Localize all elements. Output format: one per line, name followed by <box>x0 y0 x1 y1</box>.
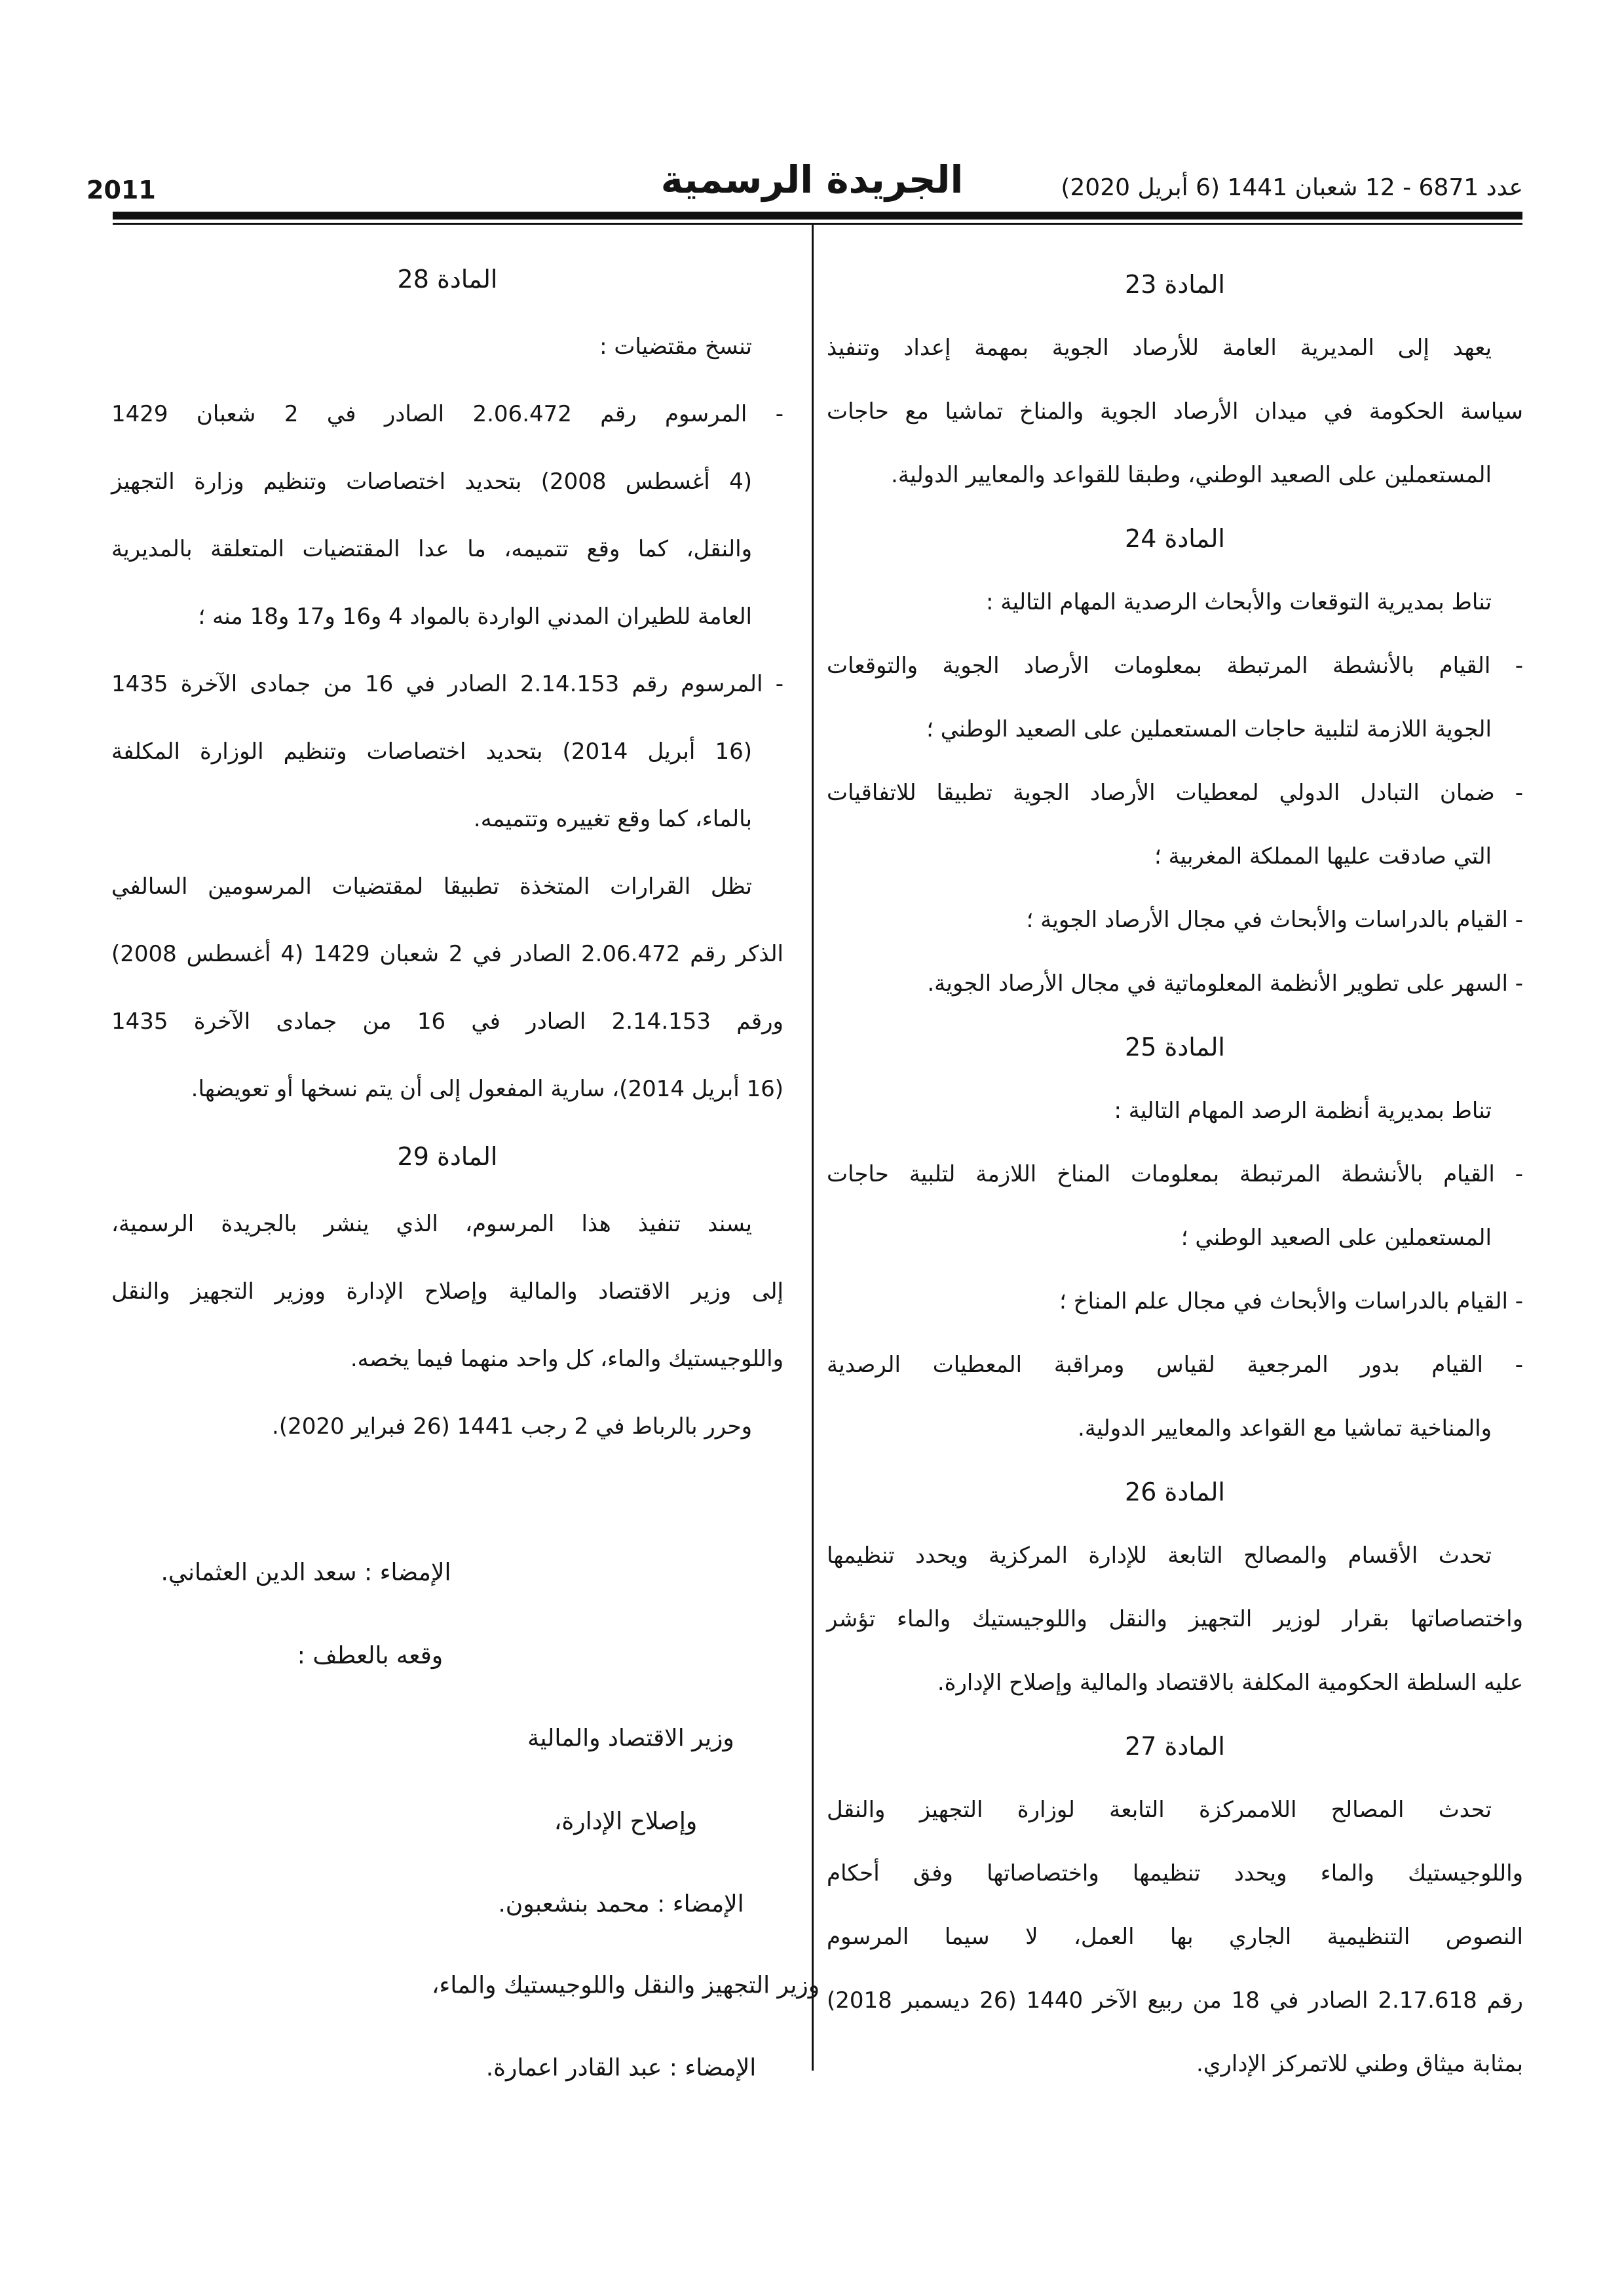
article-text-line: بمثابة ميثاق وطني للاتمركز الإداري. <box>1196 2051 1523 2077</box>
article-text-line: المادة 23 <box>1125 270 1225 299</box>
signature-line: الإمضاء : سعد الدين العثماني. <box>161 1559 451 1586</box>
article-text-line: (16 أبريل 2014) بتحديد اختصاصات وتنظيم الوزارة المكلفة <box>111 738 752 765</box>
article-text-line: - القيام بالدراسات والأبحاث في مجال علم المناخ ؛ <box>1059 1288 1523 1314</box>
article-text-line: - ضمان التبادل الدولي لمعطيات الأرصاد الجوية تطبيقا للاتفاقيات <box>827 780 1523 806</box>
article-text-line: واختصاصاتها بقرار لوزير التجهيز والنقل واللوجيستيك والماء تؤشر <box>827 1606 1523 1632</box>
article-text-line: بالماء، كما وقع تغييره وتتميمه. <box>473 806 752 832</box>
article-text-line: تناط بمديرية أنظمة الرصد المهام التالية : <box>1114 1098 1492 1124</box>
article-text-line: الجوية اللازمة لتلبية حاجات المستعملين على الصعيد الوطني ؛ <box>926 716 1492 742</box>
article-text-line: تحدث الأقسام والمصالح التابعة للإدارة المركزية ويحدد تنظيمها <box>827 1542 1492 1569</box>
article-text-line: سياسة الحكومة في ميدان الأرصاد الجوية والمناخ تماشيا مع حاجات <box>827 398 1523 425</box>
article-text-line: عليه السلطة الحكومية المكلفة بالاقتصاد والمالية وإصلاح الإدارة. <box>937 1670 1523 1696</box>
article-text-line: المادة 26 <box>1125 1478 1225 1506</box>
article-text-line: المادة 28 <box>397 265 498 294</box>
signature-line: وزير الاقتصاد والمالية <box>527 1725 734 1752</box>
header-rule-thick <box>113 212 1522 220</box>
article-text-line: المادة 29 <box>397 1142 498 1171</box>
article-text-line: ورقم 2.14.153 الصادر في 16 من جمادى الآخرة 1435 <box>111 1008 784 1035</box>
signature-line: وقعه بالعطف : <box>297 1642 444 1670</box>
issue-info: عدد 6871 - 12 شعبان 1441 (6 أبريل 2020) <box>1061 174 1523 201</box>
gazette-title: الجريدة الرسمية <box>660 157 964 202</box>
article-text-line: والنقل، كما وقع تتميمه، ما عدا المقتضيات المتعلقة بالمديرية <box>111 536 752 562</box>
article-text-line: تناط بمديرية التوقعات والأبحاث الرصدية المهام التالية : <box>986 589 1492 615</box>
article-text-line: - القيام بالأنشطة المرتبطة بمعلومات الأرصاد الجوية والتوقعات <box>827 653 1523 679</box>
page-number: 2011 <box>86 176 156 204</box>
article-text-line: تنسخ مقتضيات : <box>599 334 752 360</box>
column-divider <box>812 225 814 2071</box>
article-text-line: تحدث المصالح اللاممركزة التابعة لوزارة التجهيز والنقل <box>827 1797 1492 1823</box>
article-text-line: المستعملين على الصعيد الوطني ؛ <box>1180 1225 1492 1251</box>
article-text-line: والمناخية تماشيا مع القواعد والمعايير الدولية. <box>1078 1415 1492 1442</box>
article-text-line: إلى وزير الاقتصاد والمالية وإصلاح الإدارة ووزير التجهيز والنقل <box>111 1278 784 1305</box>
article-text-line: النصوص التنظيمية الجاري بها العمل، لا سيما المرسوم <box>827 1924 1523 1950</box>
article-text-line: - القيام بدور المرجعية لقياس ومراقبة المعطيات الرصدية <box>827 1352 1523 1378</box>
article-text-line: - القيام بالأنشطة المرتبطة بمعلومات المناخ اللازمة لتلبية حاجات <box>827 1161 1523 1187</box>
signature-line: الإمضاء : عبد القادر اعمارة. <box>485 2054 757 2082</box>
article-text-line: واللوجيستيك والماء، كل واحد منهما فيما يخصه. <box>350 1346 784 1372</box>
right-column <box>827 253 1523 2096</box>
article-text-line: يعهد إلى المديرية العامة للأرصاد الجوية بمهمة إعداد وتنفيذ <box>827 335 1492 361</box>
article-text-line: وحرر بالرباط في 2 رجب 1441 (26 فبراير 2020). <box>272 1413 752 1440</box>
article-text-line: المستعملين على الصعيد الوطني، وطبقا للقواعد والمعايير الدولية. <box>891 462 1492 488</box>
signature-line: وزير التجهيز والنقل واللوجيستيك والماء، <box>431 1972 820 1999</box>
article-text-line: - المرسوم رقم 2.06.472 الصادر في 2 شعبان 1429 <box>111 401 784 427</box>
article-text-line: (4 أغسطس 2008) بتحديد اختصاصات وتنظيم وزارة التجهيز <box>111 469 752 495</box>
article-text-line: (16 أبريل 2014)، سارية المفعول إلى أن يتم نسخها أو تعويضها. <box>191 1076 784 1102</box>
article-text-line: واللوجيستيك والماء ويحدد تنظيمها واختصاصاتها وفق أحكام <box>827 1860 1523 1886</box>
signature-line: وإصلاح الإدارة، <box>554 1808 698 1835</box>
left-column <box>111 246 784 1461</box>
article-text-line: المادة 25 <box>1125 1033 1225 1062</box>
article-text-line: المادة 24 <box>1125 524 1225 553</box>
article-text-line: التي صادقت عليها المملكة المغربية ؛ <box>1154 843 1492 870</box>
article-text-line: - السهر على تطوير الأنظمة المعلوماتية في مجال الأرصاد الجوية. <box>927 970 1523 997</box>
article-text-line: المادة 27 <box>1125 1732 1225 1761</box>
article-text-line: يسند تنفيذ هذا المرسوم، الذي ينشر بالجريدة الرسمية، <box>111 1211 752 1237</box>
article-text-line: - القيام بالدراسات والأبحاث في مجال الأرصاد الجوية ؛ <box>1026 907 1523 933</box>
article-text-line: العامة للطيران المدني الواردة بالمواد 4 و16 و17 و18 منه ؛ <box>198 603 752 630</box>
article-text-line: الذكر رقم 2.06.472 الصادر في 2 شعبان 1429 (4 أغسطس 2008) <box>111 941 784 967</box>
signature-line: الإمضاء : محمد بنشعبون. <box>498 1890 744 1918</box>
header-rule-thin <box>113 223 1522 225</box>
article-text-line: - المرسوم رقم 2.14.153 الصادر في 16 من جمادى الآخرة 1435 <box>111 671 784 697</box>
article-text-line: تظل القرارات المتخذة تطبيقا لمقتضيات المرسومين السالفي <box>111 873 752 900</box>
article-text-line: رقم 2.17.618 الصادر في 18 من ربيع الآخر 1440 (26 ديسمبر 2018) <box>827 1987 1523 2014</box>
